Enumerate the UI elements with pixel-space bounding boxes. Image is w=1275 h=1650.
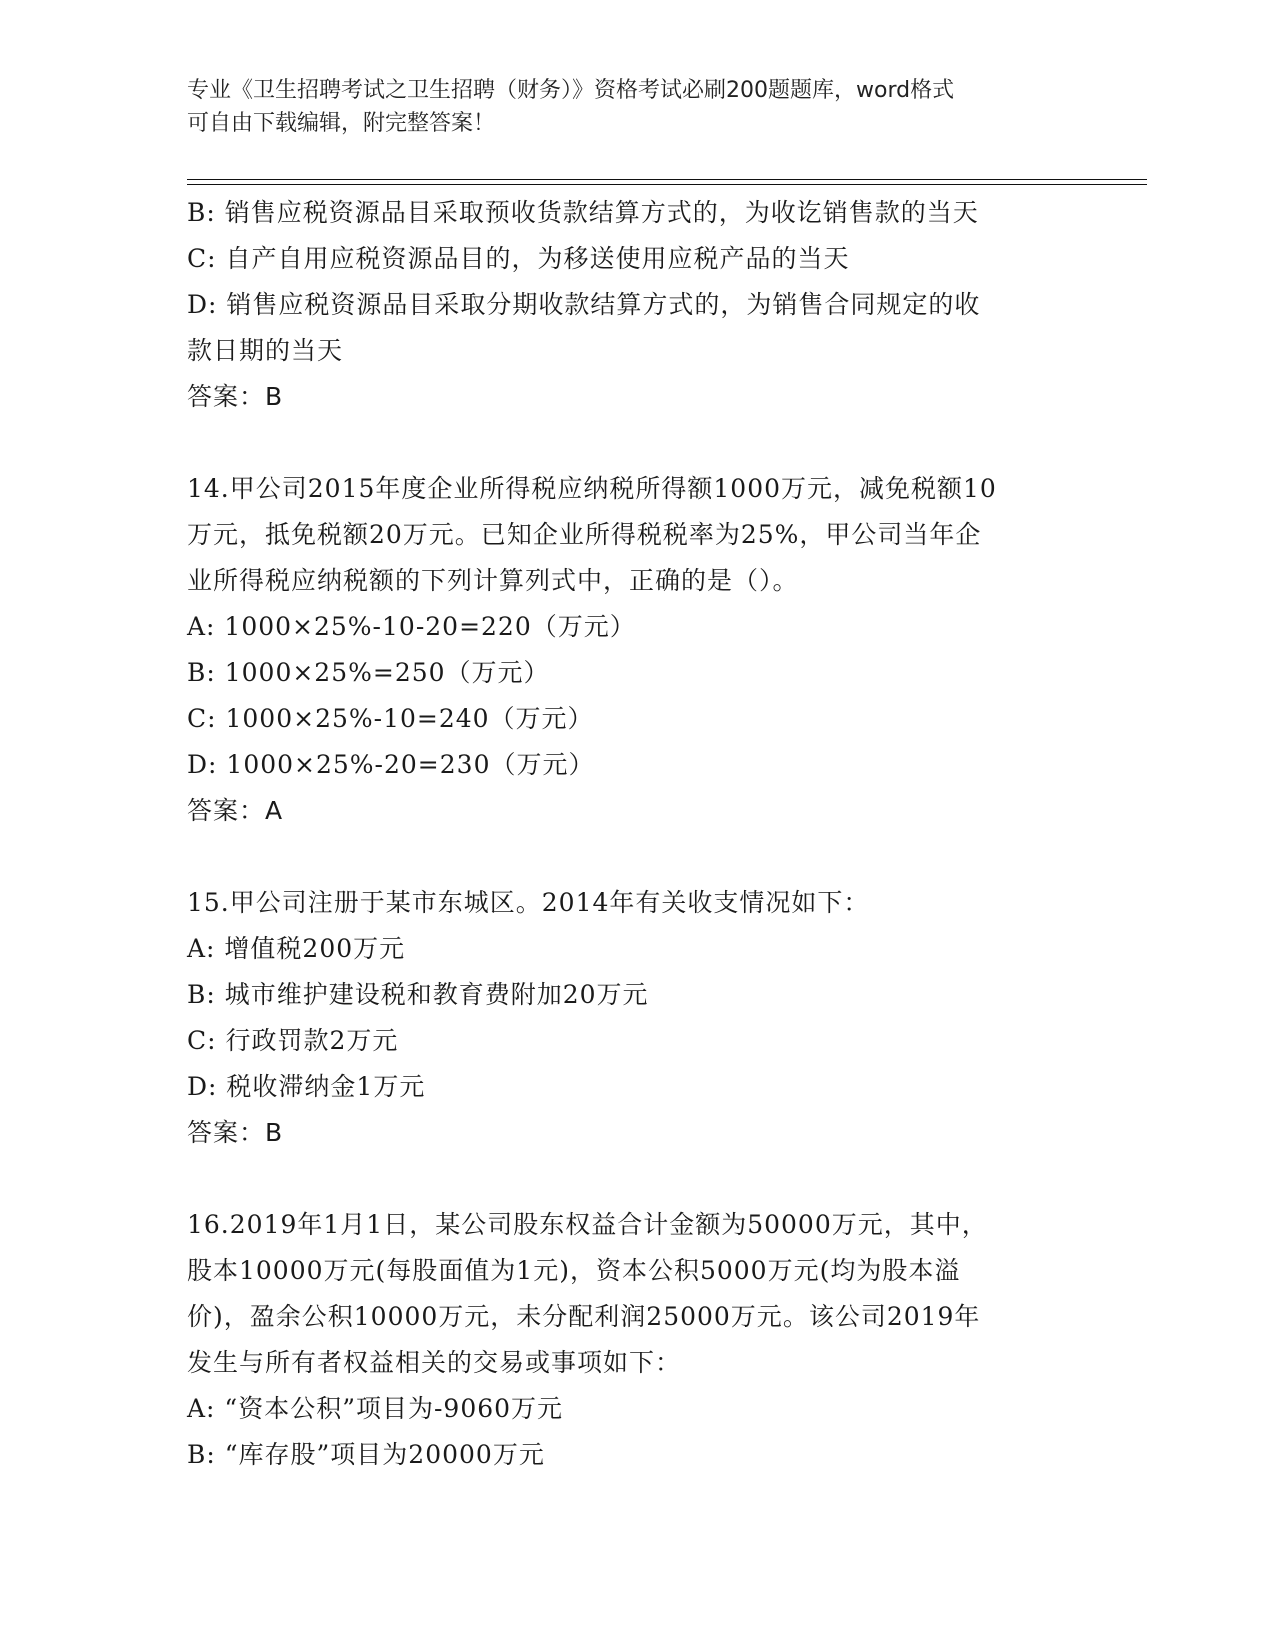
question-stem: 16.2019年1月1日，某公司股东权益合计金额为50000万元，其中， — [187, 1210, 988, 1239]
spacer — [187, 420, 1087, 466]
question-13 — [187, 190, 1087, 420]
option-c: C: 自产自用应税资源品目的，为移送使用应税产品的当天 — [187, 244, 850, 273]
answer: 答案：B — [187, 382, 284, 411]
option-b: B: “库存股”项目为20000万元 — [187, 1440, 545, 1469]
option-a: A: 1000×25%-10-20=220（万元） — [187, 612, 636, 641]
header-line-2: 可自由下载编辑，附完整答案！ — [187, 111, 496, 136]
question-14 — [187, 466, 1087, 834]
option-b: B: 销售应税资源品目采取预收货款结算方式的，为收讫销售款的当天 — [187, 198, 979, 227]
question-15 — [187, 880, 1087, 1156]
option-d: D: 1000×25%-20=230（万元） — [187, 750, 595, 779]
question-stem: 14.甲公司2015年度企业所得税应纳税所得额1000万元，减免税额10 — [187, 474, 997, 503]
option-a: A: 增值税200万元 — [187, 934, 406, 963]
answer: 答案：B — [187, 1118, 284, 1147]
option-c: C: 行政罚款2万元 — [187, 1026, 399, 1055]
question-stem: 15.甲公司注册于某市东城区。2014年有关收支情况如下： — [187, 888, 870, 917]
spacer — [187, 834, 1087, 880]
document-header — [187, 74, 1087, 140]
option-b: B: 城市维护建设税和教育费附加20万元 — [187, 980, 649, 1009]
question-stem-line-3: 价)，盈余公积10000万元，未分配利润25000万元。该公司2019年 — [187, 1302, 981, 1331]
header-divider-top — [187, 179, 1147, 180]
question-stem-line-2: 股本10000万元(每股面值为1元)，资本公积5000万元(均为股本溢 — [187, 1256, 961, 1285]
answer: 答案：A — [187, 796, 284, 825]
question-16 — [187, 1202, 1087, 1478]
spacer — [187, 1156, 1087, 1202]
option-d: D: 税收滞纳金1万元 — [187, 1072, 426, 1101]
question-stem-line-4: 发生与所有者权益相关的交易或事项如下： — [187, 1348, 682, 1377]
option-c: C: 1000×25%-10=240（万元） — [187, 704, 594, 733]
document-body — [187, 190, 1087, 1478]
option-b: B: 1000×25%=250（万元） — [187, 658, 550, 687]
question-stem-line-3: 业所得税应纳税额的下列计算列式中，正确的是（）。 — [187, 566, 799, 595]
option-d: D: 销售应税资源品目采取分期收款结算方式的，为销售合同规定的收 — [187, 290, 981, 319]
header-divider-bottom — [187, 184, 1147, 185]
question-stem-line-2: 万元，抵免税额20万元。已知企业所得税税率为25%，甲公司当年企 — [187, 520, 982, 549]
option-d-continued: 款日期的当天 — [187, 336, 344, 365]
option-a: A: “资本公积”项目为-9060万元 — [187, 1394, 564, 1423]
header-line-1: 专业《卫生招聘考试之卫生招聘（财务）》资格考试必刷200题题库，word格式 — [187, 78, 955, 103]
